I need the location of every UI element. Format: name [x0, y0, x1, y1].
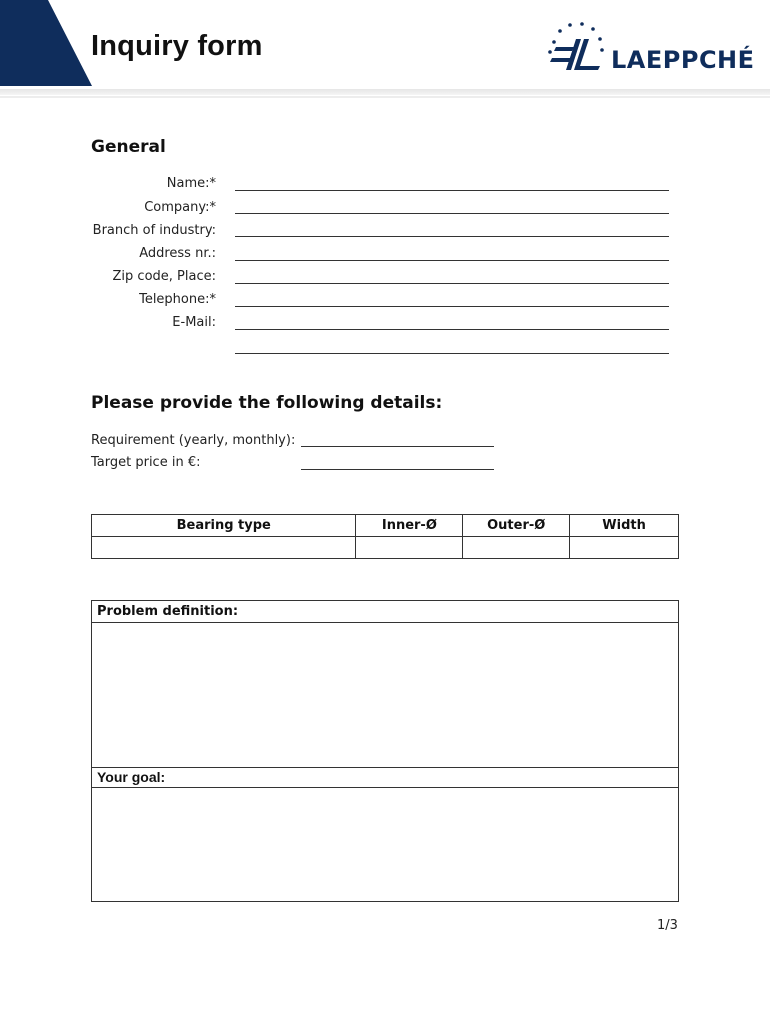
section-heading-details: Please provide the following details: — [91, 393, 443, 413]
telephone-field[interactable] — [235, 306, 669, 307]
address-label: Address nr.: — [139, 246, 216, 261]
name-label: Name:* — [166, 176, 216, 191]
column-header-width: Width — [570, 515, 679, 537]
table-header-row — [92, 515, 679, 537]
width-cell[interactable] — [570, 537, 679, 559]
page-number: 1/3 — [657, 918, 678, 933]
your-goal-textarea[interactable] — [92, 788, 678, 900]
your-goal-box — [91, 766, 679, 902]
section-heading-general: General — [91, 137, 166, 157]
outer-diameter-cell[interactable] — [463, 537, 570, 559]
header-divider-light — [0, 96, 770, 98]
company-field[interactable] — [235, 213, 669, 214]
page-title: Inquiry form — [91, 30, 263, 62]
column-header-outer-diameter: Outer-Ø — [463, 515, 570, 537]
logo-text: LAEPPCHÉ — [611, 46, 755, 74]
email-label: E-Mail: — [172, 315, 216, 330]
address-field[interactable] — [235, 260, 669, 261]
branch-of-industry-field[interactable] — [235, 236, 669, 237]
header-corner-shape — [0, 0, 92, 86]
column-header-inner-diameter: Inner-Ø — [356, 515, 463, 537]
zip-place-field[interactable] — [235, 283, 669, 284]
requirement-field[interactable] — [301, 446, 494, 447]
problem-definition-textarea[interactable] — [92, 623, 678, 766]
extra-field[interactable] — [235, 353, 669, 354]
requirement-label: Requirement (yearly, monthly): — [91, 433, 296, 448]
company-label: Company:* — [144, 200, 216, 215]
bearing-type-cell[interactable] — [92, 537, 356, 559]
your-goal-label: Your goal: — [92, 766, 678, 788]
inner-diameter-cell[interactable] — [356, 537, 463, 559]
problem-definition-box — [91, 600, 679, 768]
header-divider — [0, 89, 770, 95]
table-row — [92, 537, 679, 559]
problem-definition-label: Problem definition: — [92, 601, 678, 623]
zip-place-label: Zip code, Place: — [112, 269, 216, 284]
target-price-field[interactable] — [301, 469, 494, 470]
column-header-bearing-type: Bearing type — [92, 515, 356, 537]
bearing-table — [91, 514, 679, 559]
name-field[interactable] — [235, 190, 669, 191]
telephone-label: Telephone:* — [139, 292, 216, 307]
branch-of-industry-label: Branch of industry: — [92, 223, 216, 238]
target-price-label: Target price in €: — [91, 455, 201, 470]
email-field[interactable] — [235, 329, 669, 330]
